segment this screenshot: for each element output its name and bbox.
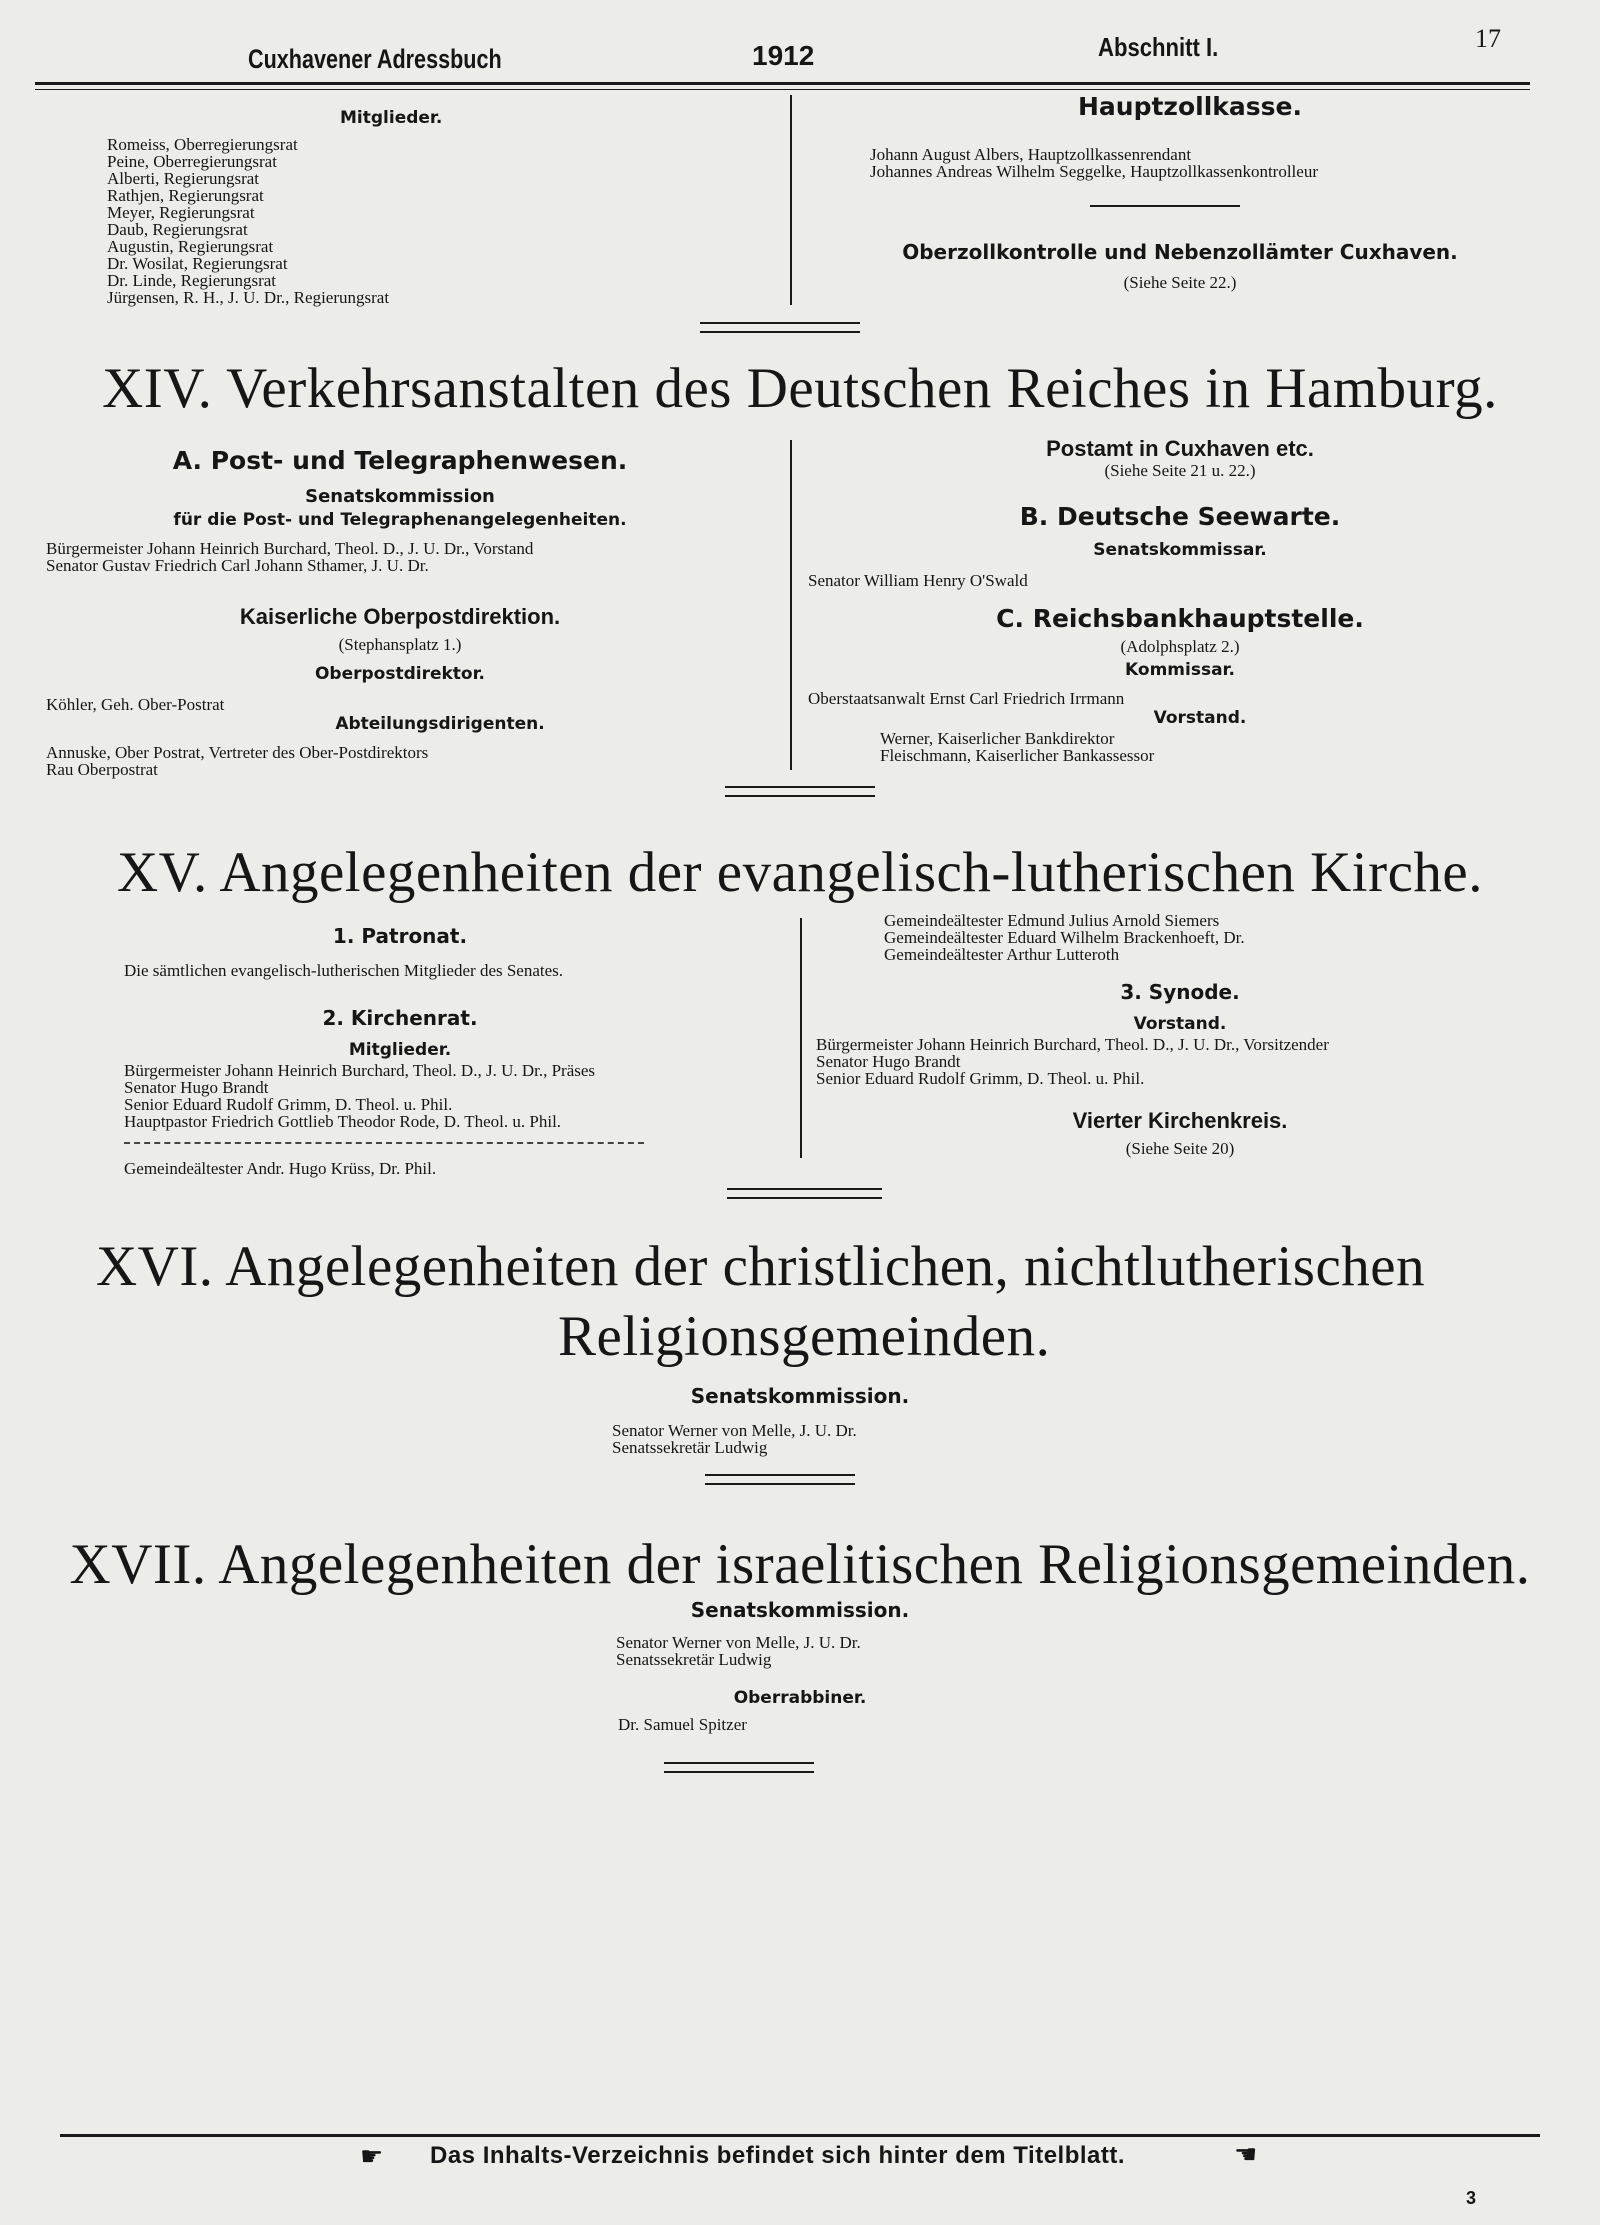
header-rule-2 (35, 89, 1530, 90)
section-divider (700, 322, 860, 333)
oberzollkontrolle-note: (Siehe Seite 22.) (1123, 273, 1237, 292)
section-title-xvi-line-2: Religionsgemeinden. (558, 1305, 1051, 1368)
list-item: Senior Eduard Rudolf Grimm, D. Theol. u. Phil. (816, 1069, 1145, 1088)
abteilungsdirigenten-heading: Abteilungsdirigenten. (335, 714, 545, 734)
kirchenrat-heading: 2. Kirchenrat. (322, 1006, 478, 1030)
list-item: Bürgermeister Johann Heinrich Burchard, Theol. D., J. U. Dr., Vorsitzender (816, 1035, 1329, 1054)
list-item: Senior Eduard Rudolf Grimm, D. Theol. u. Phil. (124, 1095, 453, 1114)
list-item: Daub, Regierungsrat (107, 220, 248, 239)
header-section: Abschnitt I. (1098, 32, 1219, 62)
reichsbank-address: (Adolphsplatz 2.) (1120, 637, 1240, 656)
xvii-sub: Senatskommission. (690, 1598, 910, 1622)
postamt-note: (Siehe Seite 21 u. 22.) (1104, 461, 1256, 480)
pointing-hand-left-icon: ☛ (360, 2142, 384, 2171)
oberzollkontrolle-heading: Oberzollkontrolle und Nebenzollämter Cuxhaven. (902, 240, 1458, 264)
list-item: Senatssekretär Ludwig (612, 1438, 768, 1457)
kirchenrat-sub: Mitglieder. (348, 1040, 452, 1060)
section-divider (705, 1474, 855, 1485)
section-divider (664, 1762, 814, 1773)
list-item: Fleischmann, Kaiserlicher Bankassessor (880, 746, 1155, 765)
patronat-text: Die sämtlichen evangelisch-lutherischen Mitglieder des Senates. (124, 961, 564, 980)
oberpostdirektion-address: (Stephansplatz 1.) (338, 635, 462, 654)
seewarte-sub: Senatskommissar. (1093, 540, 1267, 560)
seewarte-heading: B. Deutsche Seewarte. (1019, 502, 1341, 531)
oberpostdirektion-heading: Kaiserliche Oberpostdirektion. (239, 604, 561, 629)
synode-heading: 3. Synode. (1120, 980, 1240, 1004)
list-item: Bürgermeister Johann Heinrich Burchard, Theol. D., J. U. Dr., Vorstand (46, 539, 534, 558)
list-item: Romeiss, Oberregierungsrat (107, 135, 298, 154)
list-item: Bürgermeister Johann Heinrich Burchard, Theol. D., J. U. Dr., Präses (124, 1061, 596, 1080)
list-item: Senator Werner von Melle, J. U. Dr. (616, 1633, 861, 1652)
post-heading: A. Post- und Telegraphenwesen. (172, 446, 628, 475)
section-title-xiv: XIV. Verkehrsanstalten des Deutschen Reiches in Hamburg. (102, 357, 1498, 420)
reichsbank-list (880, 730, 1154, 764)
oberpostdirektor-item: Köhler, Geh. Ober-Postrat (46, 695, 225, 714)
kirchenkreis-note: (Siehe Seite 20) (1125, 1139, 1235, 1158)
list-item: Annuske, Ober Postrat, Vertreter des Ober-Postdirektors (46, 743, 429, 762)
abteilungsdirigenten-list (46, 744, 428, 778)
page-number: 17 (1475, 24, 1501, 53)
section-title-xvii: XVII. Angelegenheiten der israelitischen Religionsgemeinden. (69, 1533, 1531, 1596)
kirchenrat-list (124, 1062, 595, 1130)
list-item: Senatssekretär Ludwig (616, 1650, 772, 1669)
list-item: Dr. Wosilat, Regierungsrat (107, 254, 288, 273)
footer-rule (60, 2134, 1540, 2137)
xvi-sub: Senatskommission. (690, 1384, 910, 1408)
section-title-xv: XV. Angelegenheiten der evangelisch-lutherischen Kirche. (117, 841, 1483, 904)
list-item: Johannes Andreas Wilhelm Seggelke, Hauptzollkassenkontrolleur (870, 162, 1318, 181)
reichsbank-item: Oberstaatsanwalt Ernst Carl Friedrich Irrmann (808, 689, 1125, 708)
list-item: Jürgensen, R. H., J. U. Dr., Regierungsrat (107, 288, 390, 307)
oberrabbiner-item: Dr. Samuel Spitzer (618, 1715, 747, 1734)
footer-page-number: 3 (1466, 2188, 1477, 2208)
seewarte-item: Senator William Henry O'Swald (808, 571, 1028, 590)
list-item: Gemeindeältester Edmund Julius Arnold Siemers (884, 911, 1220, 930)
postamt-heading: Postamt in Cuxhaven etc. (1046, 436, 1314, 461)
synode-list (816, 1036, 1329, 1087)
list-item: Senator Werner von Melle, J. U. Dr. (612, 1421, 857, 1440)
list-item: Augustin, Regierungsrat (107, 237, 274, 256)
kirchenrat-last: Gemeindeältester Andr. Hugo Krüss, Dr. Phil. (124, 1159, 437, 1178)
header-rule (35, 82, 1530, 85)
list-item: Senator Hugo Brandt (816, 1052, 961, 1071)
list-item: Alberti, Regierungsrat (107, 169, 260, 188)
kirchenrat-list-2 (884, 912, 1245, 963)
reichsbank-sub: Kommissar. (1125, 660, 1235, 680)
post-list (46, 540, 533, 574)
post-sub-2: für die Post- und Telegraphenangelegenheiten. (173, 510, 627, 530)
list-item: Gemeindeältester Arthur Lutteroth (884, 945, 1120, 964)
list-item: Rathjen, Regierungsrat (107, 186, 264, 205)
list-item: Werner, Kaiserlicher Bankdirektor (880, 729, 1115, 748)
hauptzollkasse-list (870, 146, 1318, 180)
short-rule (1090, 205, 1240, 207)
dashed-rule (124, 1142, 644, 1144)
xvi-list (612, 1422, 857, 1456)
column-divider (790, 95, 792, 305)
synode-sub: Vorstand. (1133, 1014, 1227, 1034)
oberrabbiner-heading: Oberrabbiner. (733, 1688, 867, 1708)
reichsbank-sub-2: Vorstand. (1153, 708, 1247, 728)
footer-note: Das Inhalts-Verzeichnis befindet sich hinter dem Titelblatt. (430, 2142, 1126, 2169)
list-item: Gemeindeältester Eduard Wilhelm Brackenhoeft, Dr. (884, 928, 1245, 947)
members-list (107, 136, 389, 306)
members-heading: Mitglieder. (340, 108, 443, 128)
kirchenkreis-heading: Vierter Kirchenkreis. (1072, 1108, 1288, 1133)
section-title-xvi-line-1: XVI. Angelegenheiten der christlichen, nichtlutherischen (96, 1235, 1426, 1298)
list-item: Meyer, Regierungsrat (107, 203, 255, 222)
list-item: Rau Oberpostrat (46, 760, 158, 779)
list-item: Hauptpastor Friedrich Gottlieb Theodor Rode, D. Theol. u. Phil. (124, 1112, 562, 1131)
list-item: Senator Gustav Friedrich Carl Johann Sthamer, J. U. Dr. (46, 556, 429, 575)
header-year: 1912 (752, 40, 815, 71)
list-item: Senator Hugo Brandt (124, 1078, 269, 1097)
hauptzollkasse-heading: Hauptzollkasse. (1077, 92, 1302, 121)
section-divider (727, 1188, 882, 1199)
pointing-hand-right-icon: ☚ (1234, 2140, 1258, 2169)
post-sub-1: Senatskommission (305, 486, 495, 507)
section-divider (725, 786, 875, 797)
list-item: Peine, Oberregierungsrat (107, 152, 277, 171)
patronat-heading: 1. Patronat. (332, 924, 468, 948)
header-left: Cuxhavener Adressbuch (248, 44, 502, 74)
list-item: Dr. Linde, Regierungsrat (107, 271, 277, 290)
list-item: Johann August Albers, Hauptzollkassenrendant (870, 145, 1192, 164)
xvii-list (616, 1634, 861, 1668)
oberpostdirektor-heading: Oberpostdirektor. (314, 664, 486, 684)
reichsbank-heading: C. Reichsbankhauptstelle. (996, 604, 1364, 633)
